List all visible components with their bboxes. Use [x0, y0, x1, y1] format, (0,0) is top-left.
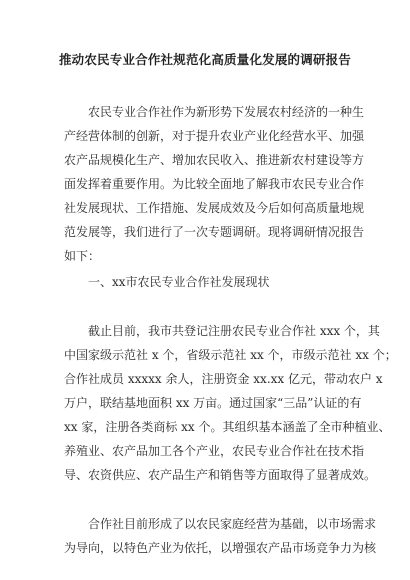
text-line: 导、农资供应、农产品生产和销售等方面取得了显著成效。	[64, 468, 377, 482]
text-line: 社发展现状、工作措施、发展成效及今后如何高质量地规	[64, 201, 365, 215]
text-line: 养殖业、农产品加工各个产业，农民专业合作社在技术指	[64, 444, 365, 458]
text-line: 合作社成员 xxxxx 余人，注册资金 xx.xx 亿元，带动农户 x	[64, 372, 383, 386]
text-line: 中国家级示范社 x 个，省级示范社 xx 个，市级示范社 xx 个；	[64, 348, 397, 362]
section-heading: 一、xx市农民专业合作社发展现状	[88, 275, 270, 289]
text-line: 如下：	[64, 249, 101, 263]
text-line: 农产品规模化生产、增加农民收入、推进新农村建设等方	[64, 153, 365, 167]
document-title: 推动农民专业合作社规范化高质量化发展的调研报告	[58, 52, 352, 67]
text-line: 为导向，以特色产业为依托，以增强农产品市场竞争力为核	[64, 541, 377, 555]
text-line: 万户，联结基地面积 xx 万亩。通过国家“三品”认证的有	[64, 396, 362, 410]
text-line: 面发挥着重要作用。为比较全面地了解我市农民专业合作	[64, 177, 365, 191]
text-line: 合作社目前形成了以农民家庭经营为基础，以市场需求	[88, 517, 377, 531]
form-paragraph	[64, 512, 377, 560]
text-line: 产经营体制的创新，对于提升农业产业化经营水平、加强	[64, 129, 365, 143]
status-paragraph	[64, 319, 397, 487]
text-line: 农民专业合作社作为新形势下发展农村经济的一种生	[88, 105, 365, 119]
intro-paragraph	[64, 100, 365, 268]
text-line: 截止目前，我市共登记注册农民专业合作社 xxx 个，其	[88, 324, 380, 338]
text-line: 范发展等，我们进行了一次专题调研。现将调研情况报告	[64, 225, 365, 239]
text-line: xx 家，注册各类商标 xx 个。其组织基本涵盖了全市种植业、	[64, 420, 391, 434]
